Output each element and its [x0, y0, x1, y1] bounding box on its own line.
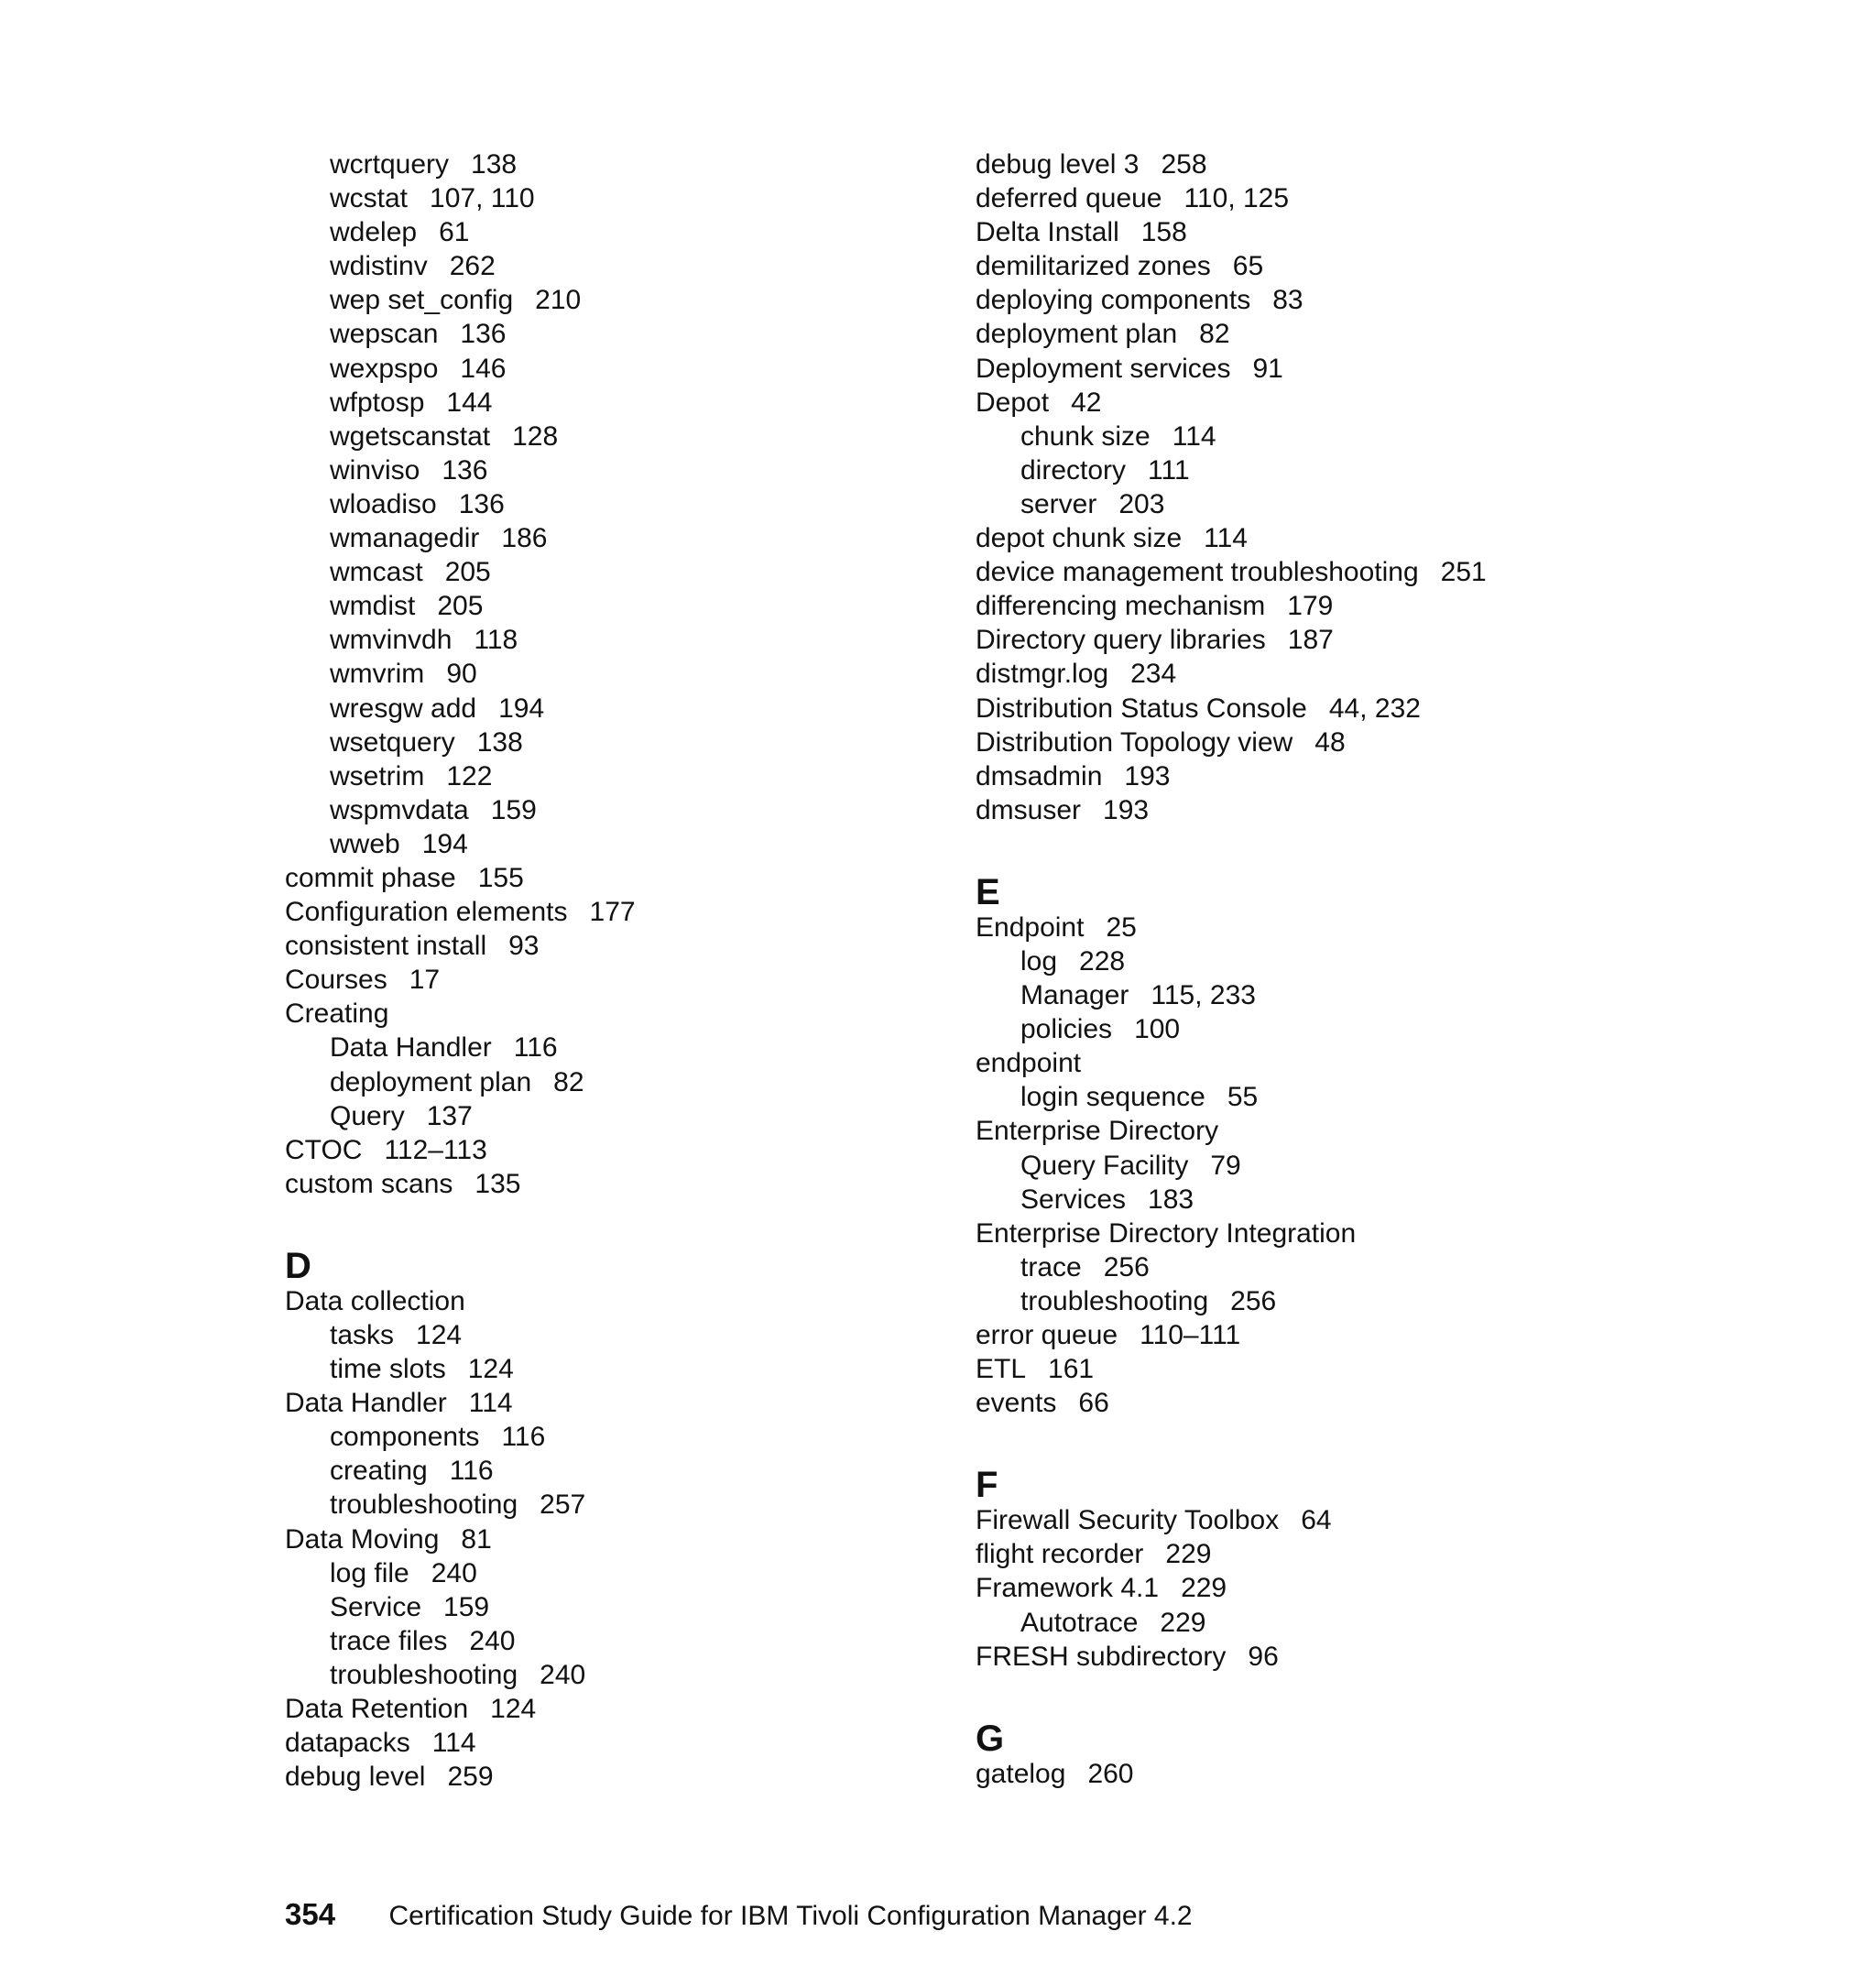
index-page-refs: 17 [409, 965, 441, 996]
index-term: wmvinvdh [330, 625, 453, 656]
index-term: Data Handler [285, 1388, 447, 1419]
index-term: Depot [976, 387, 1050, 418]
index-subentry [285, 1065, 944, 1099]
index-subentry [285, 1318, 944, 1352]
index-page-refs: 260 [1087, 1758, 1134, 1789]
index-term: troubleshooting [330, 1490, 518, 1521]
index-page-refs: 136 [442, 454, 488, 486]
index-entry [976, 1757, 1800, 1791]
index-subentry [285, 692, 944, 726]
index-page-refs: 82 [1199, 319, 1230, 350]
index-page-refs: 110–111 [1140, 1320, 1241, 1350]
index-term: Framework 4.1 [976, 1573, 1160, 1604]
index-entry [976, 726, 1800, 759]
index-page-refs: 55 [1227, 1082, 1259, 1113]
index-page-refs: 112–113 [384, 1134, 487, 1165]
index-subentry [285, 1624, 944, 1658]
index-term: deployment plan [330, 1066, 532, 1097]
index-entry [976, 1352, 1800, 1386]
index-subentry [285, 1031, 944, 1064]
index-page-refs: 83 [1272, 285, 1303, 316]
index-page-refs: 114 [468, 1388, 513, 1419]
index-entry [976, 521, 1800, 555]
index-term: distmgr.log [976, 659, 1109, 690]
index-term: endpoint [976, 1048, 1082, 1079]
index-entry [285, 1167, 944, 1201]
index-subentry [285, 726, 944, 759]
index-entry [976, 692, 1800, 726]
index-term: trace [1020, 1251, 1082, 1282]
index-entry [976, 1640, 1800, 1674]
index-term: dmsuser [976, 794, 1082, 825]
index-page-refs: 107, 110 [430, 183, 535, 214]
index-entry [976, 759, 1800, 793]
index-term: Courses [285, 965, 387, 996]
index-term: commit phase [285, 862, 456, 893]
index-entry [976, 386, 1800, 420]
index-term: troubleshooting [330, 1659, 518, 1690]
index-term: wcstat [330, 183, 409, 214]
index-page-refs: 82 [553, 1066, 584, 1097]
index-term: events [976, 1388, 1057, 1419]
index-term: wweb [330, 828, 400, 859]
index-page-refs: 93 [508, 931, 540, 962]
index-entry [285, 861, 944, 895]
index-entry [976, 249, 1800, 283]
index-subentry [285, 1488, 944, 1522]
index-page-refs: 116 [501, 1422, 546, 1453]
index-page-refs: 205 [437, 591, 484, 622]
index-page-refs: 256 [1230, 1285, 1277, 1316]
index-term: Endpoint [976, 911, 1085, 943]
index-subentry [285, 827, 944, 861]
index-term: Query Facility [1020, 1150, 1189, 1181]
index-term: winviso [330, 454, 420, 486]
index-entry [285, 1386, 944, 1420]
index-subentry [976, 487, 1800, 521]
index-term: wresgw add [330, 693, 477, 724]
index-term: custom scans [285, 1168, 453, 1199]
index-term: wdistinv [330, 251, 428, 282]
index-page-refs: 251 [1440, 557, 1487, 588]
index-entry [285, 895, 944, 929]
index-page-refs: 25 [1106, 911, 1137, 943]
index-term: flight recorder [976, 1539, 1144, 1570]
index-entry [976, 623, 1800, 657]
index-term: datapacks [285, 1728, 410, 1759]
index-subentry [285, 1352, 944, 1386]
index-term: Services [1020, 1184, 1127, 1215]
index-page-refs: 100 [1134, 1014, 1181, 1045]
book-title: Certification Study Guide for IBM Tivoli Configuration Manager 4.2 [388, 1901, 1193, 1931]
index-term: trace files [330, 1625, 448, 1656]
index-term: ETL [976, 1354, 1027, 1385]
index-term: directory [1020, 454, 1127, 486]
index-subentry [285, 1556, 944, 1590]
index-entry [976, 1217, 1800, 1250]
page-number: 354 [285, 1897, 336, 1931]
index-subentry [285, 1454, 944, 1488]
page-footer [285, 1897, 1193, 1932]
index-term: CTOC [285, 1134, 363, 1165]
index-term: wepscan [330, 319, 439, 350]
index-entry [976, 283, 1800, 317]
index-page-refs: 91 [1252, 353, 1283, 384]
index-subentry [285, 1590, 944, 1624]
index-entry [976, 317, 1800, 351]
index-subentry [285, 1658, 944, 1692]
index-term: wmvrim [330, 659, 425, 690]
index-subentry [976, 420, 1800, 453]
index-subentry [976, 944, 1800, 978]
index-page-refs: 65 [1232, 251, 1264, 282]
index-term: time slots [330, 1354, 446, 1385]
index-term: chunk size [1020, 420, 1151, 452]
index-term: wfptosp [330, 387, 425, 418]
index-term: wmanagedir [330, 523, 480, 554]
index-entry [285, 929, 944, 963]
index-page-refs: 137 [426, 1100, 473, 1131]
index-subentry [285, 1420, 944, 1454]
index-term: gatelog [976, 1758, 1066, 1789]
index-term: Enterprise Directory [976, 1116, 1219, 1147]
index-entry [285, 1522, 944, 1556]
index-page-refs: 118 [474, 625, 518, 656]
index-term: deploying components [976, 285, 1251, 316]
index-entry [285, 1726, 944, 1760]
index-page-refs: 146 [460, 353, 507, 384]
index-entry [976, 181, 1800, 215]
index-term: error queue [976, 1320, 1118, 1350]
index-page-refs: 229 [1181, 1573, 1227, 1604]
index-entry [976, 589, 1800, 623]
index-page-refs: 194 [421, 828, 468, 859]
index-term: troubleshooting [1020, 1285, 1209, 1316]
index-page-refs: 116 [449, 1456, 494, 1487]
index-subentry [285, 181, 944, 215]
index-subentry [285, 793, 944, 827]
index-page-refs: 81 [461, 1523, 492, 1555]
index-page-refs: 159 [443, 1591, 490, 1622]
index-page-refs: 124 [416, 1320, 463, 1350]
index-term: Delta Install [976, 217, 1119, 248]
index-subentry [285, 249, 944, 283]
index-subentry [285, 420, 944, 453]
index-page-refs: 229 [1165, 1539, 1212, 1570]
index-subentry [285, 386, 944, 420]
index-page-refs: 257 [540, 1490, 586, 1521]
index-term: deployment plan [976, 319, 1178, 350]
index-page-refs: 234 [1130, 659, 1177, 690]
index-entry [976, 657, 1800, 691]
index-term: Deployment services [976, 353, 1231, 384]
index-term: Data Handler [330, 1032, 492, 1064]
index-page-refs: 61 [439, 217, 470, 248]
index-entry [285, 1760, 944, 1794]
index-entry [285, 963, 944, 997]
index-entry [976, 911, 1800, 944]
index-subentry [285, 623, 944, 657]
index-term: Manager [1020, 980, 1129, 1011]
index-subentry [285, 317, 944, 351]
index-subentry [285, 487, 944, 521]
index-page-refs: 135 [474, 1168, 521, 1199]
index-term: tasks [330, 1320, 395, 1350]
index-page-refs: 90 [446, 659, 477, 690]
index-page-refs: 228 [1079, 945, 1126, 977]
index-page-refs: 205 [444, 557, 491, 588]
index-term: wsetrim [330, 760, 425, 791]
index-page-refs: 262 [449, 251, 496, 282]
index-term: debug level 3 [976, 149, 1140, 180]
index-term: Firewall Security Toolbox [976, 1505, 1280, 1536]
index-term: wmdist [330, 591, 416, 622]
index-entry [285, 1284, 944, 1318]
index-entry [976, 215, 1800, 249]
index-page-refs: 111 [1148, 454, 1190, 486]
index-page-refs: 240 [469, 1625, 516, 1656]
index-page-refs: 122 [446, 760, 493, 791]
index-term: login sequence [1020, 1082, 1205, 1113]
index-subentry [285, 657, 944, 691]
index-subentry [285, 147, 944, 181]
index-entry [976, 1046, 1800, 1080]
index-letter-heading: G [976, 1718, 1005, 1759]
index-term: Enterprise Directory Integration [976, 1217, 1357, 1249]
index-page-refs: 44, 232 [1328, 693, 1421, 724]
index-subentry [285, 453, 944, 487]
index-subentry [976, 978, 1800, 1012]
index-page-refs: 114 [431, 1728, 476, 1759]
index-term: wmcast [330, 557, 423, 588]
index-entry [285, 1692, 944, 1726]
index-term: components [330, 1422, 480, 1453]
index-entry [976, 1571, 1800, 1605]
index-subentry [285, 589, 944, 623]
index-term: depot chunk size [976, 523, 1183, 554]
index-term: Data collection [285, 1285, 465, 1316]
index-page-refs: 138 [476, 726, 523, 758]
index-subentry [976, 453, 1800, 487]
index-term: log [1020, 945, 1058, 977]
index-page-refs: 115, 233 [1151, 980, 1256, 1011]
index-page-refs: 258 [1161, 149, 1207, 180]
index-entry [285, 997, 944, 1031]
index-page-refs: 256 [1103, 1251, 1150, 1282]
index-subentry [976, 1080, 1800, 1114]
index-page-refs: 42 [1071, 387, 1102, 418]
index-page-refs: 96 [1248, 1641, 1279, 1672]
index-page-refs: 193 [1103, 794, 1150, 825]
index-subentry [285, 352, 944, 386]
index-subentry [285, 759, 944, 793]
index-page-refs: 79 [1210, 1150, 1241, 1181]
index-page-refs: 155 [477, 862, 524, 893]
index-term: wcrtquery [330, 149, 450, 180]
index-term: consistent install [285, 931, 487, 962]
index-subentry [976, 1149, 1800, 1183]
index-entry [976, 1386, 1800, 1420]
index-page-refs: 186 [501, 523, 548, 554]
index-term: Service [330, 1591, 422, 1622]
index-page-refs: 64 [1301, 1505, 1332, 1536]
index-term: wloadiso [330, 488, 437, 519]
index-page-refs: 240 [540, 1659, 586, 1690]
index-page-refs: 210 [535, 285, 582, 316]
index-page-refs: 193 [1124, 760, 1171, 791]
index-letter-heading: E [976, 871, 1000, 912]
index-term: Autotrace [1020, 1607, 1139, 1638]
index-entry [976, 793, 1800, 827]
index-entry [285, 1133, 944, 1167]
index-subentry [285, 215, 944, 249]
index-subentry [976, 1250, 1800, 1284]
index-page-refs: 240 [431, 1557, 477, 1588]
index-term: wspmvdata [330, 794, 469, 825]
index-page-refs: 116 [513, 1032, 558, 1064]
index-page-refs: 136 [460, 319, 507, 350]
index-entry [976, 555, 1800, 589]
index-page-refs: 110, 125 [1183, 183, 1290, 214]
index-page-refs: 138 [471, 149, 518, 180]
index-page-refs: 259 [447, 1762, 494, 1793]
index-page-refs: 158 [1140, 217, 1187, 248]
index-letter-heading: D [285, 1245, 311, 1286]
index-term: Query [330, 1100, 405, 1131]
index-subentry [285, 1099, 944, 1133]
index-letter-heading: F [976, 1465, 998, 1506]
index-term: Data Moving [285, 1523, 440, 1555]
index-term: debug level [285, 1762, 426, 1793]
index-term: Data Retention [285, 1694, 469, 1725]
index-page-refs: 48 [1314, 726, 1346, 758]
index-term: wdelep [330, 217, 418, 248]
index-term: FRESH subdirectory [976, 1641, 1227, 1672]
index-subentry [976, 1606, 1800, 1640]
index-term: dmsadmin [976, 760, 1103, 791]
index-term: Distribution Topology view [976, 726, 1293, 758]
index-term: deferred queue [976, 183, 1162, 214]
index-page-refs: 179 [1287, 591, 1334, 622]
index-term: wexpspo [330, 353, 439, 384]
index-subentry [976, 1284, 1800, 1318]
index-entry [976, 1318, 1800, 1352]
index-term: device management troubleshooting [976, 557, 1419, 588]
index-entry [976, 352, 1800, 386]
index-page-refs: 114 [1204, 523, 1248, 554]
index-page-refs: 183 [1148, 1184, 1194, 1215]
index-subentry [285, 283, 944, 317]
index-page-refs: 124 [467, 1354, 514, 1385]
index-term: Configuration elements [285, 897, 568, 928]
index-page-refs: 194 [498, 693, 545, 724]
index-subentry [285, 555, 944, 589]
index-page-refs: 203 [1118, 488, 1165, 519]
index-term: wgetscanstat [330, 420, 491, 452]
index-subentry [285, 521, 944, 555]
index-entry [976, 147, 1800, 181]
index-term: Creating [285, 998, 389, 1030]
index-column-right [976, 147, 1800, 1791]
index-subentry [976, 1012, 1800, 1046]
index-page-refs: 114 [1172, 420, 1216, 452]
index-page-refs: 128 [512, 420, 559, 452]
index-term: wep set_config [330, 285, 514, 316]
index-page-refs: 66 [1078, 1388, 1109, 1419]
index-entry [976, 1537, 1800, 1571]
index-term: policies [1020, 1014, 1113, 1045]
index-subentry [976, 1183, 1800, 1217]
index-entry [976, 1114, 1800, 1148]
index-page-refs: 187 [1287, 625, 1334, 656]
index-term: wsetquery [330, 726, 455, 758]
index-page-refs: 229 [1160, 1607, 1206, 1638]
index-term: Distribution Status Console [976, 693, 1307, 724]
index-term: Directory query libraries [976, 625, 1266, 656]
index-term: server [1020, 488, 1097, 519]
index-entry [976, 1503, 1800, 1537]
index-page-refs: 161 [1048, 1354, 1095, 1385]
index-term: demilitarized zones [976, 251, 1211, 282]
index-page-refs: 177 [589, 897, 636, 928]
index-term: differencing mechanism [976, 591, 1266, 622]
index-page-refs: 136 [458, 488, 505, 519]
index-page-refs: 144 [446, 387, 493, 418]
index-column-left [285, 147, 944, 1794]
index-page-refs: 124 [490, 1694, 537, 1725]
index-page-refs: 159 [490, 794, 537, 825]
index-term: log file [330, 1557, 409, 1588]
index-term: creating [330, 1456, 428, 1487]
